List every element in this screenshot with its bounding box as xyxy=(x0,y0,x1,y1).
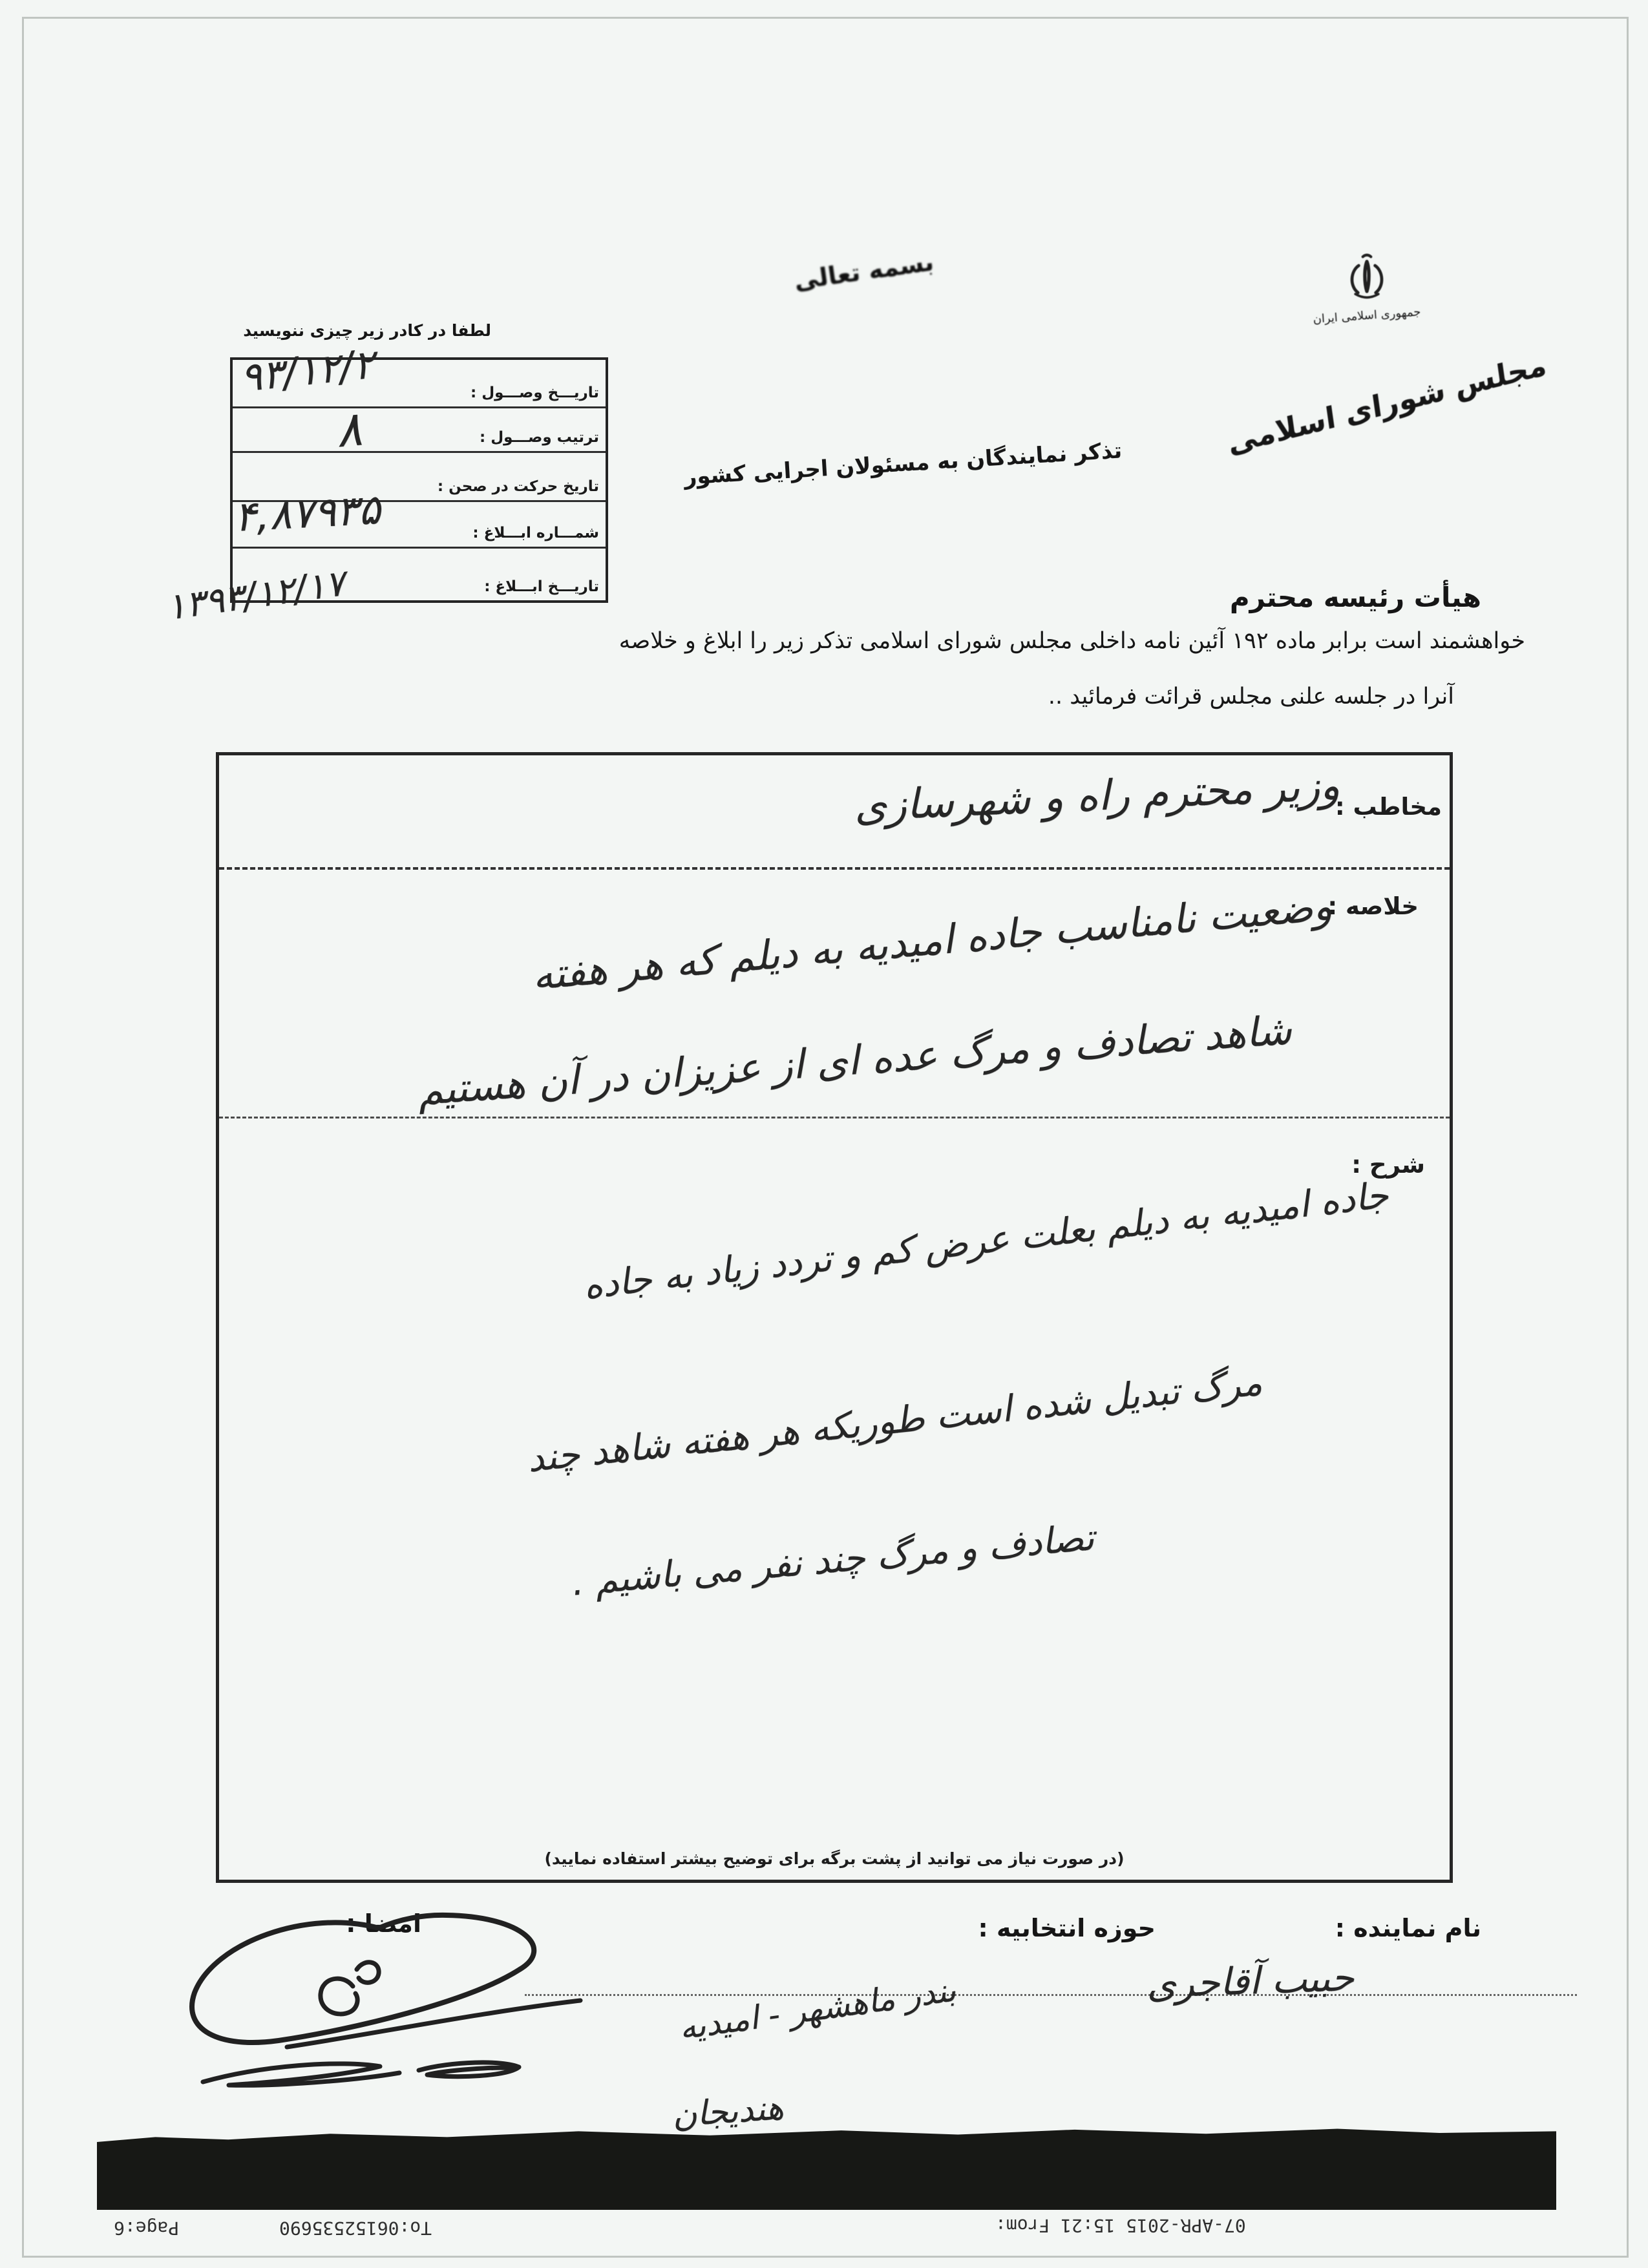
addressee-handwritten: وزیر محترم راه و شهرسازی xyxy=(853,762,1341,831)
fax-page-number: Page:6 xyxy=(114,2218,180,2239)
summary-label: خلاصه : xyxy=(1327,892,1419,920)
document-title-calligraphy: تذکر نمایندگان به مسئولان اجرایی کشور xyxy=(683,437,1123,490)
representative-name-label: نام نماینده : xyxy=(1335,1914,1481,1942)
district-label: حوزه انتخابیه : xyxy=(978,1914,1156,1942)
majles-title-calligraphy: مجلس شورای اسلامی xyxy=(1225,346,1549,461)
fax-to-number: To:06152535690 xyxy=(279,2218,432,2239)
row-divider-addressee-summary xyxy=(219,867,1450,870)
fax-datetime-from: 07-APR-2015 15:21 From: xyxy=(995,2215,1246,2236)
summary-handwritten-line-2: شاهد تصادف و مرگ عده ای از عزیزان در آن هستیم xyxy=(416,1006,1293,1115)
receipt-date-handwritten: ۹۳/۱۲/۲ xyxy=(238,340,377,401)
description-handwritten-line-2: مرگ تبدیل شده است طوریکه هر هفته شاهد چند xyxy=(525,1361,1265,1481)
signature-label: امضا : xyxy=(346,1909,421,1938)
iran-emblem-icon xyxy=(1333,252,1401,306)
notice-table xyxy=(216,752,1453,1883)
description-handwritten-line-3: تصادف و مرگ چند نفر می باشیم . xyxy=(570,1517,1096,1604)
backside-note: (در صورت نیاز می توانید از پشت برگه برای توضیح بیشتر استفاده نمایید) xyxy=(544,1849,1125,1868)
scan-black-bar xyxy=(97,2127,1556,2210)
no-write-caption: لطفا در کادر زیر چیزی ننویسید xyxy=(243,321,491,340)
body-line-1: خواهشمند است برابر ماده ۱۹۲ آئین نامه داخلی مجلس شورای اسلامی تذکر زیر را ابلاغ و خلاصه xyxy=(618,628,1525,654)
receipt-date-label: تاریـــخ وصـــول : xyxy=(470,384,599,401)
notification-number-handwritten: ۴,۸۷۹۳۵ xyxy=(233,486,382,541)
salutation: هیأت رئیسه محترم xyxy=(1229,582,1481,613)
chamber-date-label: تاریخ حرکت در صحن : xyxy=(437,478,599,495)
stamp-date-handwritten: ۱۳۹۳/۱۲/۱۷ xyxy=(163,562,348,629)
receipt-order-label: ترتیب وصـــول : xyxy=(479,429,599,446)
receipt-order-handwritten: ۸ xyxy=(333,401,364,459)
summary-handwritten-line-1: وضعیت نامناسب جاده امیدیه به دیلم که هر هفته xyxy=(530,882,1335,1000)
signature-scribble xyxy=(159,1897,586,2110)
district-handwritten-line-1: بندر ماهشهر - امیدیه xyxy=(676,1971,958,2047)
row-divider-summary-description xyxy=(219,1117,1450,1118)
notification-number-label: شمـــاره ابـــلاغ : xyxy=(472,525,599,541)
emblem-caption: جمهوری اسلامی ایران xyxy=(1312,305,1422,326)
district-handwritten-line-2: هندیجان xyxy=(671,2088,785,2135)
besmele-calligraphy: بسمه تعالی xyxy=(792,247,936,295)
fill-in-dotted-line xyxy=(525,1994,1577,1996)
form-row-receipt-order xyxy=(233,408,606,453)
body-line-2: آنرا در جلسه علنی مجلس قرائت فرمائید .. xyxy=(1048,684,1454,709)
description-label: شرح : xyxy=(1351,1151,1425,1179)
notification-date-label: تاریـــخ ابـــلاغ : xyxy=(484,578,599,595)
representative-name-handwritten: حبیب آقاجری xyxy=(1145,1955,1355,2007)
addressee-label: مخاطب : xyxy=(1335,793,1442,821)
description-handwritten-line-1: جاده امیدیه به دیلم بعلت عرض کم و تردد زیاد به جاده xyxy=(581,1174,1391,1308)
